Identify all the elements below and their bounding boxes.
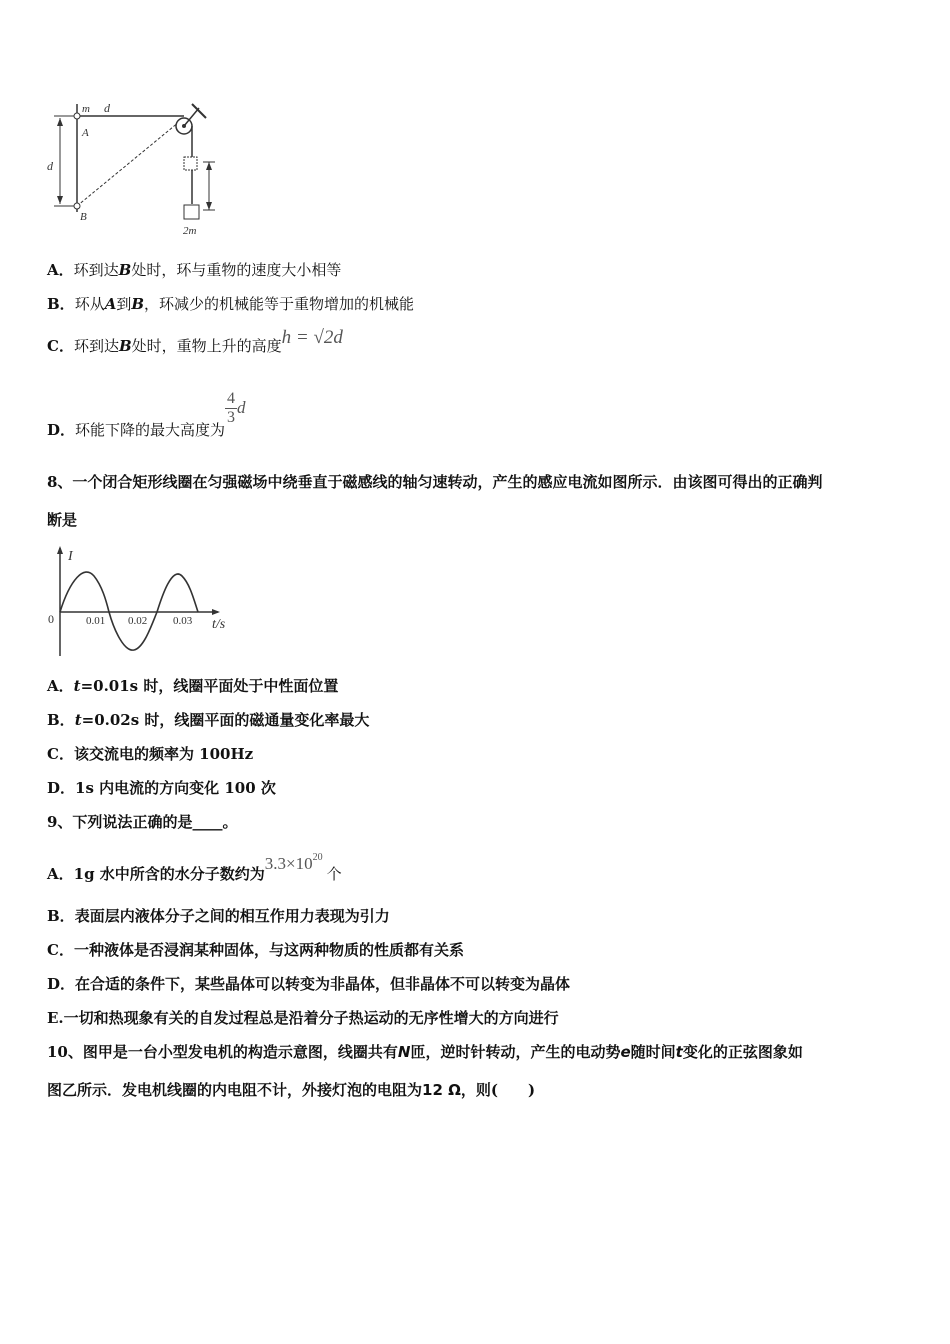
option-letter: D． xyxy=(47,975,76,993)
q8-stem-line2 xyxy=(47,510,77,530)
stem-text: 图乙所示．发电机线圈的内电阻不计，外接灯泡的电阻为 xyxy=(47,1081,423,1099)
option-text: 到 xyxy=(116,295,132,313)
option-text: ，环减少的机械能等于重物增加的机械能 xyxy=(144,295,415,313)
stem-text: 匝，逆时针转动，产生的电动势 xyxy=(410,1043,621,1061)
option-letter: A． xyxy=(47,677,74,695)
option-text: 环到达 xyxy=(73,261,119,279)
q9-option-e xyxy=(47,1008,559,1028)
option-letter: A． xyxy=(47,261,74,279)
option-letter: C． xyxy=(47,745,74,763)
q8-option-d xyxy=(47,778,276,798)
label-d-top: d xyxy=(104,101,110,115)
option-text: =0.01s 时，线圈平面处于中性面位置 xyxy=(80,677,339,695)
q8-option-b xyxy=(47,710,369,730)
stem-text: 9、下列说法正确的是____。 xyxy=(47,813,238,831)
var-B: B xyxy=(131,295,145,313)
height-arrowhead-bottom xyxy=(206,202,212,210)
q9-stem xyxy=(47,812,237,832)
q9-option-b xyxy=(47,906,390,926)
q7-option-c xyxy=(47,327,343,356)
ring-B xyxy=(74,203,80,209)
x-tick-0-03: 0.03 xyxy=(173,615,193,627)
formula-h: h = √2d xyxy=(281,327,343,348)
stem-text: 10、图甲是一台小型发电机的构造示意图，线圈共有 xyxy=(47,1043,398,1061)
y-axis-arrow xyxy=(57,546,63,554)
stem-text: 8、一个闭合矩形线圈在匀强磁场中绕垂直于磁感线的轴匀速转动，产生的感应电流如图所示．由该图可得出的正确判 xyxy=(47,473,823,491)
stem-text: ，则( ) xyxy=(460,1081,536,1099)
q7-option-a xyxy=(47,260,341,280)
option-text: 环从 xyxy=(74,295,105,313)
var-t: t xyxy=(73,677,81,695)
stem-text: 断是 xyxy=(47,511,78,529)
height-arrowhead-top xyxy=(206,162,212,170)
option-text: 处时，环与重物的速度大小相等 xyxy=(131,261,342,279)
var-t: t xyxy=(74,711,82,729)
q8-option-a xyxy=(47,676,338,696)
q10-stem-line2 xyxy=(47,1080,535,1100)
option-letter: C． xyxy=(47,941,74,959)
x-axis-arrow xyxy=(212,609,220,615)
numerator: 4 xyxy=(227,390,236,407)
origin-label: 0 xyxy=(48,612,54,626)
option-letter: B． xyxy=(47,711,75,729)
q7-option-d xyxy=(47,390,246,439)
option-text: 环到达 xyxy=(73,337,119,355)
var-N: N xyxy=(397,1043,411,1061)
sine-curve xyxy=(60,572,198,650)
option-text: 该交流电的频率为 100Hz xyxy=(73,745,254,763)
rope-dashed xyxy=(77,122,179,206)
ceiling-hatch xyxy=(192,104,206,118)
y-label: I xyxy=(68,549,73,564)
option-text: 表面层内液体分子之间的相互作用力表现为引力 xyxy=(74,907,390,925)
fraction-4-3 xyxy=(225,390,237,427)
option-text: 环能下降的最大高度为 xyxy=(75,420,226,439)
option-letter: B． xyxy=(47,295,75,313)
var-t: t xyxy=(675,1043,683,1061)
formula-base: 3.3×10 xyxy=(264,854,313,873)
formula-avogadro xyxy=(265,854,323,873)
label-d-left: d xyxy=(47,159,53,173)
option-letter: D． xyxy=(47,420,76,439)
option-text: 处时，重物上升的高度 xyxy=(131,337,282,355)
d-arrowhead-bottom xyxy=(57,196,63,204)
x-label: t/s xyxy=(212,617,226,632)
option-text: 一切和热现象有关的自发过程总是沿着分子热运动的无序性增大的方向进行 xyxy=(63,1009,559,1027)
x-tick-0-02: 0.02 xyxy=(128,615,148,627)
option-letter: B． xyxy=(47,907,75,925)
x-tick-0-01: 0.01 xyxy=(86,615,106,627)
option-letter: D． xyxy=(47,779,76,797)
label-2m: 2m xyxy=(183,225,197,237)
q9-option-a xyxy=(47,852,342,884)
weight-initial xyxy=(184,157,197,170)
option-text: 一种液体是否浸润某种固体，与这两种物质的性质都有关系 xyxy=(73,941,464,959)
pulley-diagram xyxy=(44,100,224,240)
var-d: d xyxy=(237,397,246,417)
label-A: A xyxy=(82,127,89,139)
var-A: A xyxy=(104,295,117,313)
option-text: 1s 内电流的方向变化 100 次 xyxy=(75,779,276,797)
q8-stem-line1 xyxy=(47,472,822,492)
ring-A xyxy=(74,113,80,119)
option-text: 1g 水中所含的水分子数约为 xyxy=(73,865,265,883)
var-e: e xyxy=(620,1043,631,1061)
current-time-graph xyxy=(44,544,244,660)
resistance-value: 12 Ω xyxy=(422,1081,461,1099)
option-letter: E. xyxy=(47,1009,64,1027)
option-tail: 个 xyxy=(326,865,342,883)
option-letter: C． xyxy=(47,337,74,355)
option-text: =0.02s 时，线圈平面的磁通量变化率最大 xyxy=(81,711,370,729)
stem-text: 随时间 xyxy=(630,1043,676,1061)
d-arrowhead-top xyxy=(57,118,63,126)
label-m: m xyxy=(82,103,90,115)
denominator: 3 xyxy=(227,409,236,426)
label-B: B xyxy=(80,211,87,223)
option-text: 在合适的条件下，某些晶体可以转变为非晶体，但非晶体不可以转变为晶体 xyxy=(75,975,571,993)
option-letter: A． xyxy=(47,865,74,883)
q8-option-c xyxy=(47,744,253,764)
q7-option-b xyxy=(47,294,414,314)
weight-final xyxy=(184,205,199,219)
var-B: B xyxy=(118,337,132,355)
q9-option-c xyxy=(47,940,464,960)
q9-option-d xyxy=(47,974,570,994)
var-B: B xyxy=(118,261,132,279)
stem-text: 变化的正弦图象如 xyxy=(682,1043,803,1061)
q10-stem-line1 xyxy=(47,1042,803,1062)
formula-exponent: 20 xyxy=(312,852,323,863)
